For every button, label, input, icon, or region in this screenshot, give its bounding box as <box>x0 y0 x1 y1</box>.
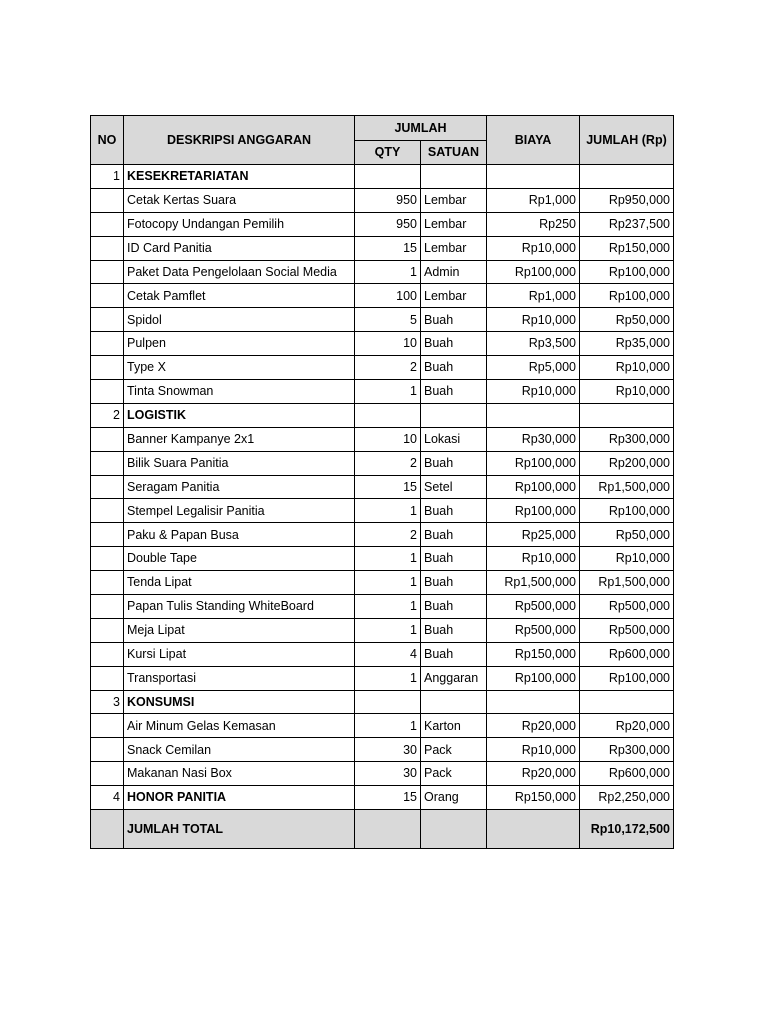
table-row <box>91 547 674 571</box>
row-description: Kursi Lipat <box>124 642 355 666</box>
row-jumlah: Rp950,000 <box>580 188 674 212</box>
row-jumlah: Rp10,000 <box>580 356 674 380</box>
row-qty: 10 <box>355 332 421 356</box>
row-number <box>91 666 124 690</box>
row-jumlah: Rp500,000 <box>580 618 674 642</box>
row-description: Snack Cemilan <box>124 738 355 762</box>
row-number <box>91 762 124 786</box>
row-jumlah: Rp200,000 <box>580 451 674 475</box>
header-qty: QTY <box>355 140 421 165</box>
total-row <box>91 810 674 849</box>
row-biaya: Rp1,000 <box>487 284 580 308</box>
header-description: DESKRIPSI ANGGARAN <box>124 116 355 165</box>
row-unit: Buah <box>421 332 487 356</box>
row-number <box>91 380 124 404</box>
row-biaya: Rp10,000 <box>487 738 580 762</box>
row-unit <box>421 690 487 714</box>
row-biaya: Rp150,000 <box>487 642 580 666</box>
row-jumlah: Rp100,000 <box>580 666 674 690</box>
row-number <box>91 714 124 738</box>
row-description: KONSUMSI <box>124 690 355 714</box>
row-biaya: Rp20,000 <box>487 762 580 786</box>
table-row <box>91 236 674 260</box>
row-unit: Buah <box>421 451 487 475</box>
row-unit: Lokasi <box>421 427 487 451</box>
row-number <box>91 523 124 547</box>
row-description: Cetak Pamflet <box>124 284 355 308</box>
row-unit: Buah <box>421 380 487 404</box>
row-jumlah: Rp50,000 <box>580 523 674 547</box>
row-qty: 2 <box>355 523 421 547</box>
table-row <box>91 356 674 380</box>
row-description: Bilik Suara Panitia <box>124 451 355 475</box>
row-biaya: Rp100,000 <box>487 451 580 475</box>
row-description: Transportasi <box>124 666 355 690</box>
table-row <box>91 475 674 499</box>
row-unit: Lembar <box>421 284 487 308</box>
row-biaya: Rp5,000 <box>487 356 580 380</box>
row-jumlah <box>580 690 674 714</box>
row-unit <box>421 403 487 427</box>
row-qty: 10 <box>355 427 421 451</box>
row-qty: 30 <box>355 762 421 786</box>
row-jumlah: Rp300,000 <box>580 738 674 762</box>
row-biaya: Rp10,000 <box>487 308 580 332</box>
row-jumlah: Rp50,000 <box>580 308 674 332</box>
row-qty: 1 <box>355 499 421 523</box>
row-biaya: Rp1,500,000 <box>487 571 580 595</box>
row-qty: 5 <box>355 308 421 332</box>
row-description: Type X <box>124 356 355 380</box>
row-jumlah: Rp20,000 <box>580 714 674 738</box>
row-number <box>91 499 124 523</box>
row-description: KESEKRETARIATAN <box>124 165 355 189</box>
row-jumlah: Rp2,250,000 <box>580 786 674 810</box>
row-biaya <box>487 403 580 427</box>
table-row <box>91 284 674 308</box>
table-row <box>91 738 674 762</box>
row-qty: 1 <box>355 595 421 619</box>
row-description: Tinta Snowman <box>124 380 355 404</box>
table-header <box>91 116 674 165</box>
row-number <box>91 618 124 642</box>
row-unit: Lembar <box>421 236 487 260</box>
row-number <box>91 451 124 475</box>
row-number <box>91 356 124 380</box>
row-unit: Buah <box>421 547 487 571</box>
row-number: 1 <box>91 165 124 189</box>
row-qty: 1 <box>355 571 421 595</box>
header-no: NO <box>91 116 124 165</box>
row-description: Cetak Kertas Suara <box>124 188 355 212</box>
row-number: 4 <box>91 786 124 810</box>
row-biaya: Rp250 <box>487 212 580 236</box>
row-description: Seragam Panitia <box>124 475 355 499</box>
row-unit: Lembar <box>421 188 487 212</box>
row-unit: Buah <box>421 642 487 666</box>
row-description: LOGISTIK <box>124 403 355 427</box>
header-jumlah-rp: JUMLAH (Rp) <box>580 116 674 165</box>
row-description: Air Minum Gelas Kemasan <box>124 714 355 738</box>
row-number <box>91 260 124 284</box>
row-number <box>91 188 124 212</box>
row-biaya: Rp100,000 <box>487 666 580 690</box>
row-jumlah: Rp100,000 <box>580 499 674 523</box>
row-qty: 4 <box>355 642 421 666</box>
row-description: Makanan Nasi Box <box>124 762 355 786</box>
section-row <box>91 786 674 810</box>
row-description: HONOR PANITIA <box>124 786 355 810</box>
row-description: Meja Lipat <box>124 618 355 642</box>
table-row <box>91 427 674 451</box>
row-unit <box>421 165 487 189</box>
table-row <box>91 260 674 284</box>
table-row <box>91 523 674 547</box>
row-jumlah: Rp35,000 <box>580 332 674 356</box>
table-row <box>91 188 674 212</box>
row-jumlah: Rp1,500,000 <box>580 571 674 595</box>
row-number <box>91 332 124 356</box>
row-qty: 15 <box>355 475 421 499</box>
row-number <box>91 571 124 595</box>
row-number <box>91 738 124 762</box>
table-row <box>91 666 674 690</box>
row-unit: Buah <box>421 499 487 523</box>
row-qty: 1 <box>355 380 421 404</box>
row-unit: Setel <box>421 475 487 499</box>
row-qty: 1 <box>355 666 421 690</box>
row-qty: 1 <box>355 260 421 284</box>
header-biaya: BIAYA <box>487 116 580 165</box>
row-qty <box>355 403 421 427</box>
row-jumlah: Rp300,000 <box>580 427 674 451</box>
row-number <box>91 308 124 332</box>
row-jumlah: Rp500,000 <box>580 595 674 619</box>
row-number <box>91 212 124 236</box>
row-unit: Lembar <box>421 212 487 236</box>
row-qty: 2 <box>355 356 421 380</box>
table-row <box>91 451 674 475</box>
section-row <box>91 403 674 427</box>
row-qty: 1 <box>355 547 421 571</box>
row-description: Tenda Lipat <box>124 571 355 595</box>
row-jumlah: Rp10,000 <box>580 380 674 404</box>
row-description: Paku & Papan Busa <box>124 523 355 547</box>
row-jumlah <box>580 403 674 427</box>
row-unit: Pack <box>421 738 487 762</box>
table-row <box>91 571 674 595</box>
row-biaya: Rp10,000 <box>487 547 580 571</box>
table-row <box>91 714 674 738</box>
row-qty: 30 <box>355 738 421 762</box>
row-unit: Buah <box>421 571 487 595</box>
total-value: Rp10,172,500 <box>580 810 674 849</box>
row-biaya: Rp30,000 <box>487 427 580 451</box>
row-description: Pulpen <box>124 332 355 356</box>
row-biaya: Rp100,000 <box>487 475 580 499</box>
row-unit: Admin <box>421 260 487 284</box>
total-no-cell <box>91 810 124 849</box>
total-qty-cell <box>355 810 421 849</box>
row-biaya: Rp500,000 <box>487 618 580 642</box>
row-unit: Anggaran <box>421 666 487 690</box>
row-qty: 15 <box>355 786 421 810</box>
row-number <box>91 236 124 260</box>
row-qty: 1 <box>355 618 421 642</box>
row-qty: 100 <box>355 284 421 308</box>
row-qty: 950 <box>355 188 421 212</box>
row-unit: Pack <box>421 762 487 786</box>
row-jumlah: Rp100,000 <box>580 284 674 308</box>
row-biaya: Rp100,000 <box>487 260 580 284</box>
section-row <box>91 165 674 189</box>
row-jumlah: Rp600,000 <box>580 762 674 786</box>
row-unit: Buah <box>421 595 487 619</box>
row-unit: Buah <box>421 356 487 380</box>
table-row <box>91 212 674 236</box>
row-unit: Orang <box>421 786 487 810</box>
table-row <box>91 642 674 666</box>
row-biaya: Rp1,000 <box>487 188 580 212</box>
row-biaya <box>487 690 580 714</box>
row-number <box>91 475 124 499</box>
total-label: JUMLAH TOTAL <box>124 810 355 849</box>
table-row <box>91 499 674 523</box>
row-biaya: Rp20,000 <box>487 714 580 738</box>
table-row <box>91 332 674 356</box>
row-description: Paket Data Pengelolaan Social Media <box>124 260 355 284</box>
table-row <box>91 618 674 642</box>
row-jumlah: Rp100,000 <box>580 260 674 284</box>
row-qty: 1 <box>355 714 421 738</box>
row-description: Double Tape <box>124 547 355 571</box>
row-description: Spidol <box>124 308 355 332</box>
row-number <box>91 547 124 571</box>
row-number: 3 <box>91 690 124 714</box>
row-number: 2 <box>91 403 124 427</box>
table-row <box>91 380 674 404</box>
row-biaya: Rp100,000 <box>487 499 580 523</box>
row-unit: Karton <box>421 714 487 738</box>
table-row <box>91 762 674 786</box>
row-biaya: Rp150,000 <box>487 786 580 810</box>
row-description: Papan Tulis Standing WhiteBoard <box>124 595 355 619</box>
row-qty: 15 <box>355 236 421 260</box>
row-number <box>91 595 124 619</box>
row-jumlah: Rp1,500,000 <box>580 475 674 499</box>
header-satuan: SATUAN <box>421 140 487 165</box>
table-row <box>91 595 674 619</box>
row-biaya: Rp3,500 <box>487 332 580 356</box>
row-description: Fotocopy Undangan Pemilih <box>124 212 355 236</box>
header-jumlah: JUMLAH <box>355 116 487 141</box>
row-jumlah: Rp150,000 <box>580 236 674 260</box>
row-qty <box>355 690 421 714</box>
row-biaya: Rp500,000 <box>487 595 580 619</box>
row-number <box>91 642 124 666</box>
row-jumlah: Rp600,000 <box>580 642 674 666</box>
total-unit-cell <box>421 810 487 849</box>
row-unit: Buah <box>421 523 487 547</box>
total-biaya-cell <box>487 810 580 849</box>
row-biaya: Rp10,000 <box>487 380 580 404</box>
row-jumlah <box>580 165 674 189</box>
section-row <box>91 690 674 714</box>
budget-table <box>90 115 674 849</box>
table-row <box>91 308 674 332</box>
row-number <box>91 427 124 451</box>
row-biaya: Rp25,000 <box>487 523 580 547</box>
row-number <box>91 284 124 308</box>
row-biaya <box>487 165 580 189</box>
row-qty: 2 <box>355 451 421 475</box>
row-description: Banner Kampanye 2x1 <box>124 427 355 451</box>
row-jumlah: Rp237,500 <box>580 212 674 236</box>
row-biaya: Rp10,000 <box>487 236 580 260</box>
row-jumlah: Rp10,000 <box>580 547 674 571</box>
row-description: ID Card Panitia <box>124 236 355 260</box>
row-unit: Buah <box>421 308 487 332</box>
row-qty: 950 <box>355 212 421 236</box>
row-description: Stempel Legalisir Panitia <box>124 499 355 523</box>
row-qty <box>355 165 421 189</box>
table-body <box>91 165 674 810</box>
row-unit: Buah <box>421 618 487 642</box>
